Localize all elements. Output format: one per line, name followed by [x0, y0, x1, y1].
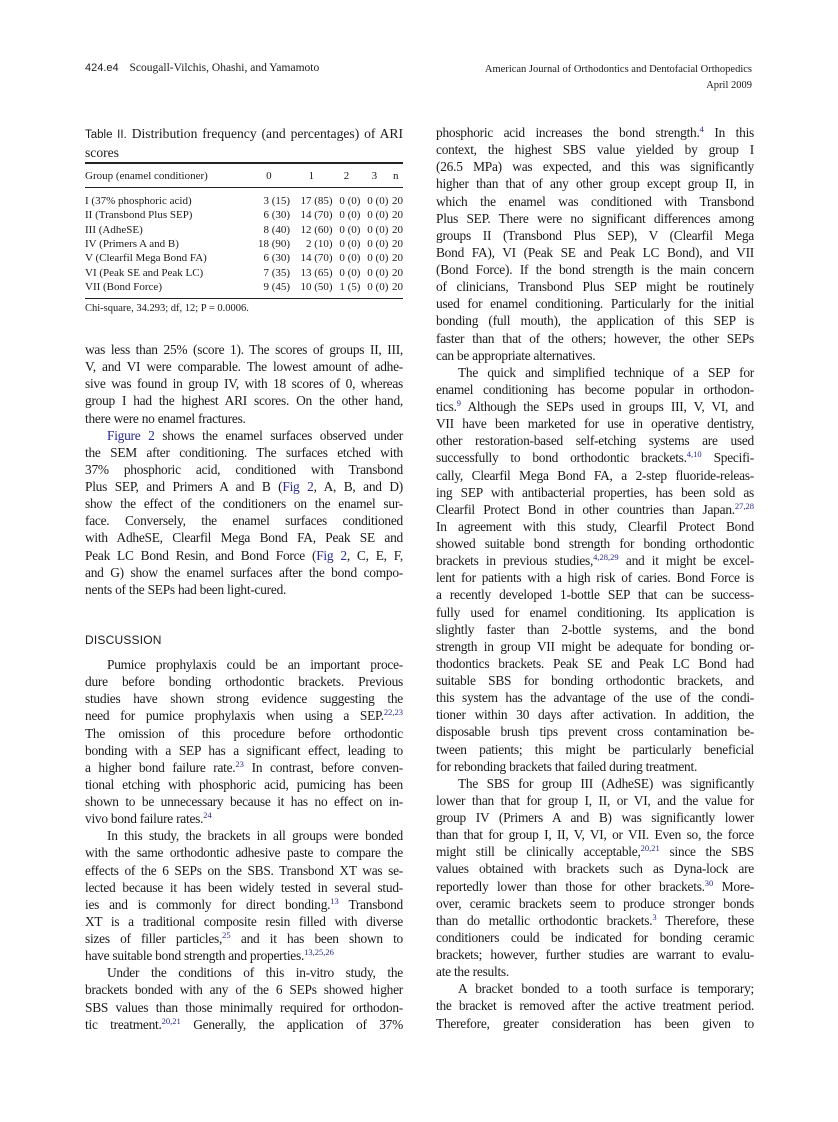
text-run: strength in group VII might be adequate for bonding or- [436, 638, 754, 654]
text-run: than do metallic orthodontic brackets. [436, 912, 653, 928]
text-run: ing SEP with antibacterial properties, has been sold as [436, 484, 754, 500]
text-line [436, 963, 754, 980]
text-run: fully used for enamel conditioning. Its application is [436, 604, 754, 620]
text-line [436, 809, 754, 826]
text-run: which the enamel was conditioned with Transbond [436, 193, 754, 209]
text-run: sizes of filler particles, [85, 931, 223, 946]
text-line [85, 827, 403, 844]
figure-link[interactable]: Figure 2 [107, 427, 155, 443]
text-run: SBS values than those minimally required for orthodon- [85, 999, 403, 1015]
text-line [436, 929, 754, 946]
text-run: faster than that of the others; however, the other SEPs [436, 330, 754, 346]
text-line [436, 415, 754, 432]
text-run: Bond FA), VI (Peak SE and Peak LC Bond), and VII [436, 244, 754, 260]
text-line [436, 398, 754, 415]
text-line [85, 656, 403, 673]
text-line [436, 638, 754, 655]
text-run: brackets; however, further studies are warrant to evalu- [436, 947, 754, 962]
page-number: 424.e4 [85, 62, 119, 74]
text-line [85, 707, 403, 724]
running-header-right [485, 62, 752, 94]
table-cell: 20 [392, 252, 403, 265]
text-line [85, 478, 403, 495]
text-line [436, 895, 754, 912]
table-cell: 0 (0) [367, 209, 389, 222]
left-column-bottom [85, 656, 403, 1033]
text-run: and it has been shown to [230, 931, 403, 946]
text-run: disposable brush tips prevent cross contamination be- [436, 724, 754, 740]
text-run: Plus SEP. There were no significant differences among [436, 210, 754, 226]
text-line [436, 432, 754, 449]
text-run: and it might be excel- [618, 553, 754, 569]
text-line [85, 947, 403, 964]
text-run: groups II (Transbond Plus SEP), V (Clearfil Mega [436, 227, 754, 243]
text-line [436, 347, 754, 364]
text-run: have suitable bond strength and properties. [85, 948, 305, 964]
table-cell: 0 (0) [360, 280, 388, 299]
text-run: bonding with a SEP has a significant effect, leading to [85, 742, 403, 758]
text-run: context, the highest SBS value yielded by group I [436, 142, 754, 158]
text-run: tional etching with phosphoric acid, pumicing has been [85, 776, 403, 792]
table-cell: VII (Bond Force) [85, 280, 248, 299]
text-line [436, 758, 754, 775]
text-run: tic treatment. [85, 1016, 162, 1032]
text-line [85, 725, 403, 742]
text-line [85, 358, 403, 375]
text-run: higher than that of any other group except group II, in [436, 176, 754, 192]
text-line [85, 913, 403, 930]
text-line [436, 244, 754, 261]
text-line [436, 141, 754, 158]
text-line [85, 375, 403, 392]
table-cell: IV (Primers A and B) [85, 238, 179, 251]
table-cell: II (Transbond Plus SEP) [85, 209, 193, 222]
figure-link[interactable]: Fig 2 [316, 547, 347, 563]
text-run: was less than 25% (score 1). The scores of groups II, III, [85, 342, 403, 357]
text-run: , A, B, and D) [313, 479, 403, 494]
text-run: 37% phosphoric acid, conditioned with Transbond [85, 461, 403, 477]
text-line [436, 158, 754, 175]
text-run: the bracket is removed after the active treatment period. [436, 998, 754, 1014]
table-row [85, 208, 403, 222]
column-header: 2 [333, 163, 361, 188]
text-run: slightly faster than 2-bottle systems, and the bond [436, 621, 754, 637]
text-line [436, 706, 754, 723]
text-run: conditioners could be indicated for bonding ceramic [436, 929, 754, 945]
text-run: for rebonding brackets that failed during treatment. [436, 758, 698, 774]
text-run: VII have been marketed for use in operative dentistry, [436, 416, 754, 432]
text-line [436, 501, 754, 518]
text-line [85, 862, 403, 879]
text-run: More- [713, 878, 754, 894]
text-line [85, 742, 403, 759]
text-run: dure before bonding orthodontic brackets. Previous [85, 674, 403, 690]
citation-link[interactable]: 4,28,29 [593, 552, 619, 563]
text-line [436, 295, 754, 312]
text-line [436, 467, 754, 484]
text-run: effects of the 6 SEPs on the SBS. Transbond XT was se- [85, 862, 403, 878]
text-run: successfully to bond orthodontic brackets. [436, 450, 687, 466]
table-cell: 0 (0) [367, 195, 389, 208]
text-run: Pumice prophylaxis could be an important proce- [107, 657, 403, 672]
text-line [436, 946, 754, 963]
citation-link[interactable]: 30 [704, 877, 714, 888]
text-line [85, 341, 403, 358]
table-cell: 0 (0) [339, 223, 361, 236]
text-line [436, 124, 754, 141]
text-line [85, 461, 403, 478]
table-row [85, 223, 403, 237]
text-run: shown to be unnecessary because it has no effect on in- [85, 794, 403, 809]
text-run: need for pumice prophylaxis when using a SEP. [85, 708, 384, 724]
table-cell: 20 [388, 280, 403, 299]
text-line [436, 518, 754, 535]
text-run: Specifi- [701, 450, 754, 466]
text-line [436, 655, 754, 672]
text-run: Clearfil Protect Bond in other countries than Japan. [436, 501, 735, 517]
figure-link[interactable]: Fig 2 [282, 479, 314, 494]
text-run: suitable SBS for bonding orthodontic brackets, and [436, 673, 754, 688]
text-line [436, 604, 754, 621]
table-cell: III (AdheSE) [85, 223, 143, 236]
text-run: (26.5 MPa) was expected, and this was significantly [436, 159, 754, 175]
text-run: might still be clinically acceptable, [436, 844, 641, 860]
table-cell: 7 (35) [263, 266, 291, 279]
text-line [436, 997, 754, 1014]
text-run: with the same orthodontic adhesive paste to compare the [85, 845, 403, 861]
citation-link[interactable]: 27,28 [734, 500, 754, 511]
text-line [85, 581, 403, 598]
citation-link[interactable]: 22,23 [383, 707, 403, 718]
text-line [436, 569, 754, 586]
table-cell: 14 (70) [300, 252, 333, 265]
text-line [85, 495, 403, 512]
text-line [436, 980, 754, 997]
table-cell: 13 (65) [300, 266, 333, 279]
table-cell: V (Clearfil Mega Bond FA) [85, 252, 207, 265]
table-cell: VI (Peak SE and Peak LC) [85, 266, 204, 279]
column-header: n [388, 163, 403, 188]
text-line [436, 912, 754, 929]
text-line [436, 672, 754, 689]
citation-link[interactable]: 13,25,26 [304, 947, 334, 958]
text-run: vivo bond failure rates. [85, 811, 204, 827]
table-row [85, 251, 403, 265]
table-cell: 0 (0) [367, 266, 389, 279]
table-row [85, 280, 403, 299]
text-run: other restoration-based self-etching systems are used [436, 433, 754, 449]
ari-table [85, 162, 403, 299]
text-line [85, 1016, 403, 1033]
text-line [85, 392, 403, 409]
text-run: since the SBS [659, 844, 755, 860]
text-line [436, 278, 754, 295]
text-run: with AdheSE, Clearfil Mega Bond FA, Peak SE and [85, 530, 403, 546]
text-run: lower than that for group I, II, or VI, and the value for [436, 792, 754, 808]
table-cell: 0 (0) [339, 238, 361, 251]
text-run: In this [703, 125, 754, 140]
text-run: Therefore, greater consideration has been given to [436, 1015, 754, 1031]
text-run: can be appropriate alternatives. [436, 347, 596, 363]
citation-link[interactable]: 3 [652, 911, 657, 922]
text-run: The omission of this procedure before orthodontic [85, 725, 403, 741]
citation-link[interactable]: 4,10 [686, 449, 702, 460]
column-header: 0 [248, 163, 290, 188]
table-label: Table II. [85, 129, 127, 141]
text-line [85, 512, 403, 529]
text-run: Plus SEP, and Primers A and B ( [85, 479, 283, 494]
text-line [436, 175, 754, 192]
text-run: there were no enamel fractures. [85, 410, 246, 426]
table-cell: 0 (0) [339, 195, 361, 208]
table-cell: 20 [392, 266, 403, 279]
authors: Scougall-Vilchis, Ohashi, and Yamamoto [129, 62, 320, 74]
journal-name: American Journal of Orthodontics and Dentofacial Orthopedics [484, 64, 752, 75]
table-cell: 0 (0) [339, 252, 361, 265]
text-line [436, 261, 754, 278]
text-run: shows the enamel surfaces observed under [154, 427, 403, 443]
text-run: Transbond [338, 896, 403, 912]
table-cell: 10 (50) [290, 280, 332, 299]
text-run: In agreement with this study, Clearfil Protect Bond [436, 518, 754, 534]
text-line [436, 381, 754, 398]
text-line [85, 793, 403, 810]
text-run: a recently developed 1-bottle SEP that can be success- [436, 587, 754, 603]
text-line [436, 723, 754, 740]
text-run: nents of the SEPs had been light-cured. [85, 581, 287, 597]
text-line [436, 1015, 754, 1032]
table-title: Distribution frequency (and percentages) of ARI scores [85, 126, 404, 160]
running-header-left [85, 62, 319, 74]
table-cell: I (37% phosphoric acid) [85, 195, 192, 208]
text-run: The SBS for group III (AdheSE) was significantly [458, 775, 754, 791]
table-row [85, 188, 403, 209]
table-footnote: Chi-square, 34.293; df, 12; P = 0.0006. [85, 303, 249, 314]
text-line [436, 312, 754, 329]
citation-link[interactable]: 24 [203, 810, 212, 821]
text-run: reportedly lower than those for other brackets. [436, 878, 705, 894]
text-run: the SEM after conditioning. The surfaces etched with [85, 444, 403, 460]
text-line [436, 449, 754, 466]
text-run: studies have shown strong evidence suggesting the [85, 691, 403, 707]
text-line [436, 860, 754, 877]
table-cell: 3 (15) [263, 195, 291, 208]
column-header: 3 [360, 163, 388, 188]
text-run: phosphoric acid increases the bond strength. [436, 125, 700, 140]
table-cell: 0 (0) [339, 266, 361, 279]
text-line [436, 227, 754, 244]
text-run: over, ceramic brackets seem to produce stronger bonds [436, 895, 754, 911]
text-line [85, 759, 403, 776]
citation-link[interactable]: 25 [222, 930, 231, 940]
table-cell: 14 (70) [300, 209, 333, 222]
table-cell: 17 (85) [300, 195, 333, 208]
text-line [436, 535, 754, 552]
table-cell: 0 (0) [367, 223, 389, 236]
citation-link[interactable]: 4 [699, 124, 704, 134]
text-line [85, 999, 403, 1016]
table-cell: 20 [392, 195, 403, 208]
text-run: Generally, the application of 37% [180, 1016, 403, 1032]
text-run: bonding (full mouth), the application of this SEP is [436, 313, 754, 329]
table-cell: 8 (40) [263, 223, 291, 236]
text-line [85, 564, 403, 581]
text-line [436, 826, 754, 843]
table-cell: 0 (0) [367, 238, 389, 251]
text-line [85, 444, 403, 461]
text-line [436, 792, 754, 809]
table-cell: 9 (45) [248, 280, 290, 299]
right-column [436, 124, 754, 1032]
text-run: used for enamel conditioning. Particularly for the initial [436, 296, 754, 312]
table-cell: 20 [392, 238, 403, 251]
text-line [436, 193, 754, 210]
text-run: A bracket bonded to a tooth surface is temporary; [458, 981, 754, 997]
text-run: Peak LC Bond Resin, and Bond Force ( [85, 547, 317, 563]
text-run: showed suitable bond strength for bonding orthodontic [436, 536, 754, 551]
citation-link[interactable]: 20,21 [161, 1015, 181, 1026]
text-line [85, 964, 403, 981]
text-line [85, 673, 403, 690]
text-line [85, 410, 403, 427]
table-cell: 12 (60) [300, 223, 333, 236]
text-run: a higher bond failure rate. [85, 759, 236, 775]
table-cell: 6 (30) [263, 252, 291, 265]
text-run: lent for patients with a high risk of caries. Bond Force is [436, 570, 754, 586]
text-run: this system has the advantage of the use of the condi- [436, 690, 754, 706]
text-line [85, 896, 403, 913]
text-run: (Bond Force). If the bond strength is the main concern [436, 262, 754, 277]
text-run: , C, E, F, [346, 547, 404, 563]
text-line [436, 689, 754, 706]
text-run: group I had the highest ARI scores. On the other hand, [85, 393, 403, 409]
text-line [436, 210, 754, 227]
text-line [436, 364, 754, 381]
text-run: ate the results. [436, 964, 509, 980]
table-caption [85, 125, 403, 161]
issue-date: April 2009 [706, 80, 752, 91]
left-column-top [85, 341, 403, 598]
section-heading: DISCUSSION [85, 633, 162, 647]
text-run: brackets in previous studies, [436, 553, 594, 569]
text-line [85, 427, 403, 444]
table-cell: 0 (0) [339, 209, 361, 222]
text-line [436, 484, 754, 501]
text-run: tics. [436, 399, 457, 414]
text-run: enamel conditioning has become popular in orthodon- [436, 381, 754, 397]
text-run: brackets bonded with any of the 6 SEPs showed higher [85, 982, 403, 998]
table-cell: 20 [392, 223, 403, 236]
text-line [85, 981, 403, 998]
citation-link[interactable]: 23 [235, 758, 244, 769]
text-line [85, 529, 403, 546]
text-line [85, 844, 403, 861]
column-header: 1 [290, 163, 332, 188]
table-cell: 20 [392, 209, 403, 222]
text-run: lected because it has been widely tested in several stud- [85, 879, 403, 895]
table-cell: 2 (10) [305, 238, 333, 251]
text-line [85, 930, 403, 947]
text-line [436, 330, 754, 347]
citation-link[interactable]: 9 [456, 398, 461, 408]
text-run: V, and VI were comparable. The lowest amount of adhe- [85, 359, 403, 375]
text-run: face. Conversely, the enamel surfaces conditioned [85, 513, 403, 529]
text-line [85, 776, 403, 793]
text-line [436, 843, 754, 860]
text-run: XT is a traditional composite resin filled with diverse [85, 913, 403, 929]
text-run: tween patients; this might be particularly beneficial [436, 741, 754, 757]
text-run: sive was found in group IV, with 18 scores of 0, whereas [85, 376, 403, 392]
table-cell: 6 (30) [263, 209, 291, 222]
text-run: Therefore, these [656, 912, 754, 928]
text-line [436, 741, 754, 758]
text-run: of clinicians, Transbond Plus SEP might be routinely [436, 279, 754, 295]
table-row [85, 265, 403, 279]
table-cell: 18 (90) [258, 238, 291, 251]
text-run: Under the conditions of this in-vitro study, the [107, 965, 403, 981]
column-header: Group (enamel conditioner) [85, 163, 248, 188]
citation-link[interactable]: 20,21 [640, 843, 660, 854]
text-run: thodontics brackets. Peak SE and Peak LC Bond had [436, 655, 754, 671]
text-line [85, 690, 403, 707]
text-line [85, 879, 403, 896]
text-line [436, 621, 754, 638]
text-run: values obtained with brackets such as Dyna-lock are [436, 861, 754, 877]
text-run: cally, Clearfil Mega Bond FA, a 2-step fluoride-releas- [436, 467, 754, 483]
table-cell: 0 (0) [367, 252, 389, 265]
text-line [436, 878, 754, 895]
citation-link[interactable]: 13 [330, 895, 339, 906]
text-line [436, 775, 754, 792]
text-run: tioner within 30 days after activation. In addition, the [436, 707, 754, 723]
text-run: and G) show the enamel surfaces after the bond compo- [85, 564, 403, 580]
text-run: group IV (Primers A and B) was significantly lower [436, 810, 754, 825]
text-run: In contrast, before conven- [243, 759, 403, 775]
text-line [436, 586, 754, 603]
table-cell: 1 (5) [333, 280, 361, 299]
text-run: The quick and simplified technique of a SEP for [458, 364, 754, 380]
text-run: In this study, the brackets in all groups were bonded [107, 828, 403, 844]
text-line [85, 547, 403, 564]
table-row [85, 237, 403, 251]
text-run: Although the SEPs used in groups III, V, VI, and [460, 399, 754, 414]
text-line [436, 552, 754, 569]
text-run: show the effect of the conditioners on the enamel sur- [85, 496, 403, 512]
text-run: than that for group I, II, V, VI, or VII. Even so, the force [436, 827, 754, 843]
text-run: ies and is commonly for direct bonding. [85, 896, 331, 912]
text-line [85, 810, 403, 827]
table-header-row [85, 163, 403, 188]
